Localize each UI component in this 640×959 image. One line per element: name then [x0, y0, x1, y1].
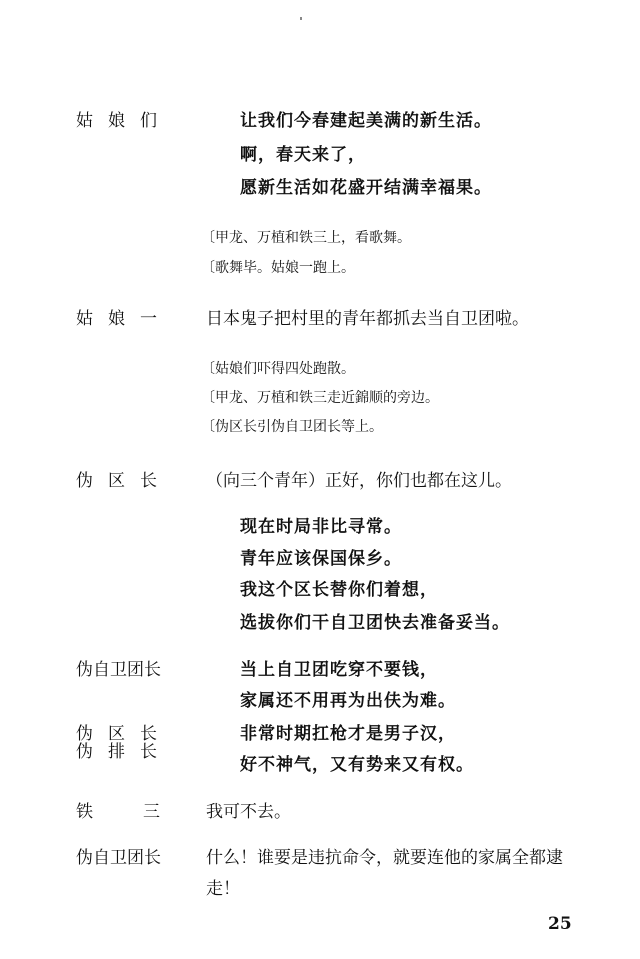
- speaker-label: 伪区长: [76, 724, 172, 744]
- lyric-line: 好不神气，又有势来又有权。: [240, 755, 474, 775]
- stage-direction: 〔姑娘们吓得四处跑散。: [201, 361, 355, 377]
- stage-direction: 〔歌舞毕。姑娘一跑上。: [201, 260, 355, 276]
- lyric-line: 啊，春天来了，: [240, 145, 366, 165]
- scan-speck: [300, 17, 302, 20]
- page-number: 25: [548, 914, 572, 934]
- speaker-label: 伪排长: [76, 742, 172, 762]
- lyric-line: 家属还不用再为出伕为难。: [240, 691, 456, 711]
- speaker-label: 伪自卫团长: [76, 848, 161, 868]
- lyric-line: 现在时局非比寻常。: [240, 517, 402, 537]
- stage-direction: 〔甲龙、万植和铁三上，看歌舞。: [201, 230, 411, 246]
- speaker-label: 姑娘们: [76, 111, 172, 131]
- dialogue-line: 日本鬼子把村里的青年都抓去当自卫团啦。: [206, 309, 529, 329]
- lyric-line: 选拔你们干自卫团快去准备妥当。: [240, 613, 510, 633]
- dialogue-line: 什么！谁要是违抗命令，就要连他的家属全都逮: [206, 848, 563, 868]
- stage-direction: 〔伪区长引伪自卫团长等上。: [201, 419, 383, 435]
- speaker-label: 姑娘一: [76, 309, 172, 329]
- speaker-label: 伪区长: [76, 471, 172, 491]
- lyric-line: 当上自卫团吃穿不要钱，: [240, 660, 438, 680]
- lyric-line: 我这个区长替你们着想，: [240, 580, 438, 600]
- lyric-line: 让我们今春建起美满的新生活。: [240, 111, 492, 131]
- speaker-label: 铁三: [76, 802, 210, 822]
- lyric-line: 非常时期扛枪才是男子汉，: [240, 724, 456, 744]
- dialogue-line: （向三个青年）正好，你们也都在这儿。: [206, 471, 512, 491]
- stage-direction: 〔甲龙、万植和铁三走近錦顺的旁边。: [201, 390, 439, 406]
- speaker-label: 伪自卫团长: [76, 660, 161, 680]
- dialogue-line: 我可不去。: [206, 802, 291, 822]
- dialogue-line: 走！: [206, 879, 240, 899]
- lyric-line: 愿新生活如花盛开结满幸福果。: [240, 178, 492, 198]
- lyric-line: 青年应该保国保乡。: [240, 549, 402, 569]
